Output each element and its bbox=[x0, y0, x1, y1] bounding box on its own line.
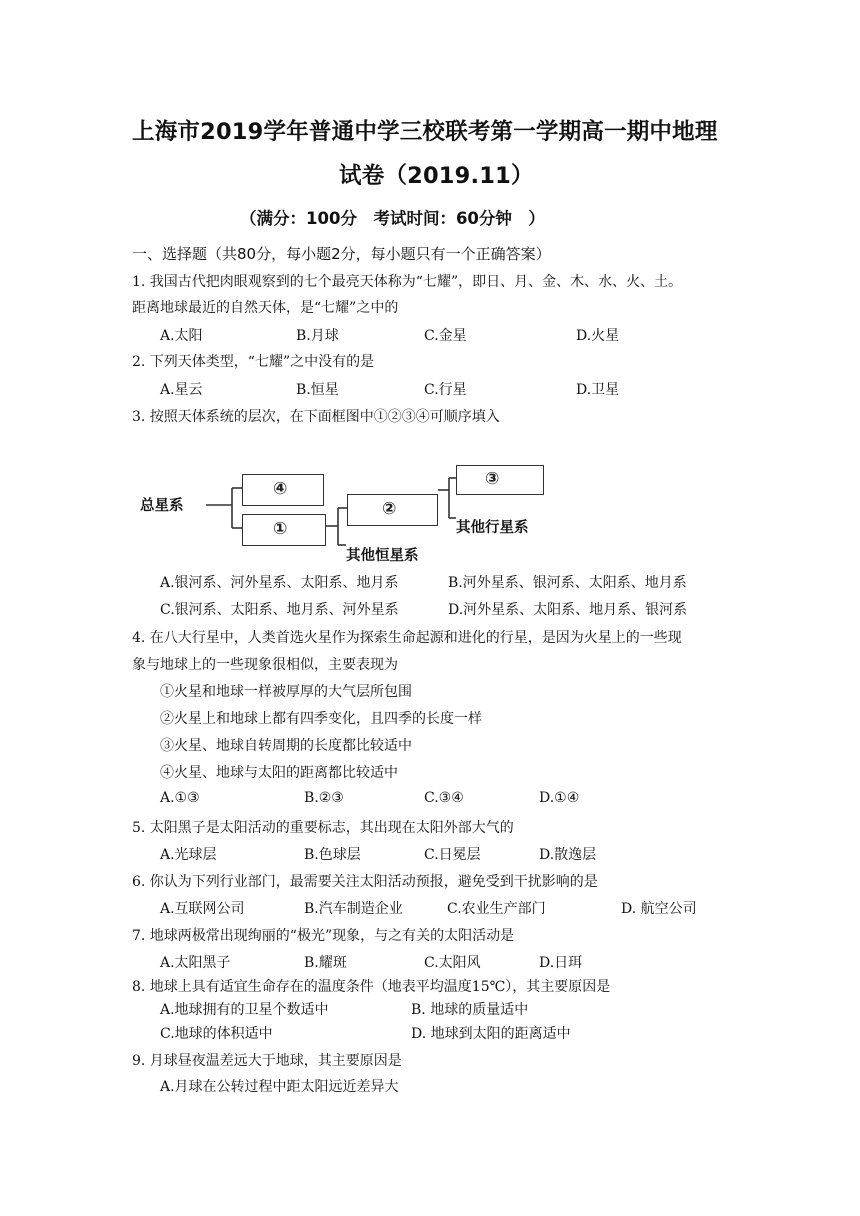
label-total-galaxy: 总星系 bbox=[140, 498, 184, 514]
q4-item-1: ①火星和地球一样被厚厚的大气层所包围 bbox=[160, 684, 412, 700]
q8-option-b[interactable]: B. 地球的质量适中 bbox=[411, 1002, 529, 1018]
q6-option-b[interactable]: B.汽车制造企业 bbox=[304, 901, 403, 917]
q2-option-b[interactable]: B.恒星 bbox=[296, 382, 339, 398]
q4-item-3: ③火星、地球自转周期的长度都比较适中 bbox=[160, 738, 412, 754]
question-4-stem: 4. 在八大行星中，人类首选火星作为探索生命起源和进化的行星，是因为火星上的一些现 bbox=[132, 630, 682, 646]
q2-option-a[interactable]: A.星云 bbox=[160, 382, 203, 398]
score-time-info: （满分：100分 考试时间：60分钟 ） bbox=[240, 209, 545, 228]
q7-option-c[interactable]: C.太阳风 bbox=[424, 955, 481, 971]
diagram-box-4 bbox=[242, 474, 324, 506]
q5-option-d[interactable]: D.散逸层 bbox=[539, 847, 597, 863]
q7-option-d[interactable]: D.日珥 bbox=[539, 955, 583, 971]
q3-option-a[interactable]: A.银河系、河外星系、太阳系、地月系 bbox=[160, 575, 399, 591]
q4-item-4: ④火星、地球与太阳的距离都比较适中 bbox=[160, 765, 398, 781]
q5-option-c[interactable]: C.日冕层 bbox=[424, 847, 481, 863]
q7-option-b[interactable]: B.耀斑 bbox=[304, 955, 347, 971]
q7-option-a[interactable]: A.太阳黑子 bbox=[160, 955, 231, 971]
exam-title-line1: 上海市2019学年普通中学三校联考第一学期高一期中地理 bbox=[132, 119, 718, 145]
q2-option-d[interactable]: D.卫星 bbox=[576, 382, 620, 398]
exam-title-line2: 试卷（2019.11） bbox=[339, 163, 534, 189]
q4-option-b[interactable]: B.②③ bbox=[304, 790, 344, 806]
box-4-marker: ④ bbox=[273, 479, 288, 499]
q6-option-c[interactable]: C.农业生产部门 bbox=[447, 901, 546, 917]
question-3-stem: 3. 按照天体系统的层次，在下面框图中①②③④可顺序填入 bbox=[132, 409, 500, 425]
question-6-stem: 6. 你认为下列行业部门，最需要关注太阳活动预报，避免受到干扰影响的是 bbox=[132, 874, 598, 890]
question-7-stem: 7. 地球两极常出现绚丽的“极光”现象，与之有关的太阳活动是 bbox=[132, 928, 515, 944]
question-1-stem: 1. 我国古代把肉眼观察到的七个最亮天体称为“七耀”，即日、月、金、木、水、火、土。 bbox=[132, 274, 683, 290]
label-other-star-systems: 其他恒星系 bbox=[346, 548, 419, 564]
question-5-stem: 5. 太阳黑子是太阳活动的重要标志，其出现在太阳外部大气的 bbox=[132, 820, 514, 836]
box-1-marker: ① bbox=[273, 519, 288, 539]
diagram-box-3 bbox=[456, 465, 544, 495]
q5-option-b[interactable]: B.色球层 bbox=[304, 847, 361, 863]
question-4-stem-cont: 象与地球上的一些现象很相似，主要表现为 bbox=[132, 657, 398, 673]
q8-option-d[interactable]: D. 地球到太阳的距离适中 bbox=[411, 1026, 571, 1042]
celestial-hierarchy-diagram bbox=[140, 450, 590, 570]
q5-option-a[interactable]: A.光球层 bbox=[160, 847, 217, 863]
box-3-marker: ③ bbox=[485, 469, 500, 489]
q1-option-c[interactable]: C.金星 bbox=[424, 328, 467, 344]
q2-option-c[interactable]: C.行星 bbox=[424, 382, 467, 398]
diagram-box-1 bbox=[242, 514, 326, 546]
q1-option-b[interactable]: B.月球 bbox=[296, 328, 339, 344]
q4-option-d[interactable]: D.①④ bbox=[539, 790, 580, 806]
q4-option-a[interactable]: A.①③ bbox=[160, 790, 200, 806]
box-2-marker: ② bbox=[382, 499, 397, 519]
q3-option-b[interactable]: B.河外星系、银河系、太阳系、地月系 bbox=[448, 575, 687, 591]
q3-option-d[interactable]: D.河外星系、太阳系、地月系、银河系 bbox=[448, 602, 688, 618]
q3-option-c[interactable]: C.银河系、太阳系、地月系、河外星系 bbox=[160, 602, 399, 618]
section-heading: 一、选择题（共80分，每小题2分，每小题只有一个正确答案） bbox=[132, 245, 551, 263]
q4-item-2: ②火星上和地球上都有四季变化，且四季的长度一样 bbox=[160, 711, 482, 727]
q6-option-d[interactable]: D. 航空公司 bbox=[621, 901, 697, 917]
q6-option-a[interactable]: A.互联网公司 bbox=[160, 901, 245, 917]
q8-option-a[interactable]: A.地球拥有的卫星个数适中 bbox=[160, 1002, 329, 1018]
label-other-planetary-systems: 其他行星系 bbox=[456, 520, 529, 536]
diagram-box-2 bbox=[347, 494, 438, 526]
question-9-stem: 9. 月球昼夜温差远大于地球，其主要原因是 bbox=[132, 1053, 402, 1069]
question-8-stem: 8. 地球上具有适宜生命存在的温度条件（地表平均温度15℃），其主要原因是 bbox=[132, 979, 611, 995]
q4-option-c[interactable]: C.③④ bbox=[424, 790, 464, 806]
q9-option-a[interactable]: A.月球在公转过程中距太阳远近差异大 bbox=[160, 1079, 399, 1095]
q8-option-c[interactable]: C.地球的体积适中 bbox=[160, 1026, 273, 1042]
q1-option-d[interactable]: D.火星 bbox=[576, 328, 620, 344]
q1-option-a[interactable]: A.太阳 bbox=[160, 328, 203, 344]
question-2-stem: 2. 下列天体类型，“七耀”之中没有的是 bbox=[132, 354, 375, 370]
question-1-stem-cont: 距离地球最近的自然天体，是“七耀”之中的 bbox=[132, 300, 399, 316]
